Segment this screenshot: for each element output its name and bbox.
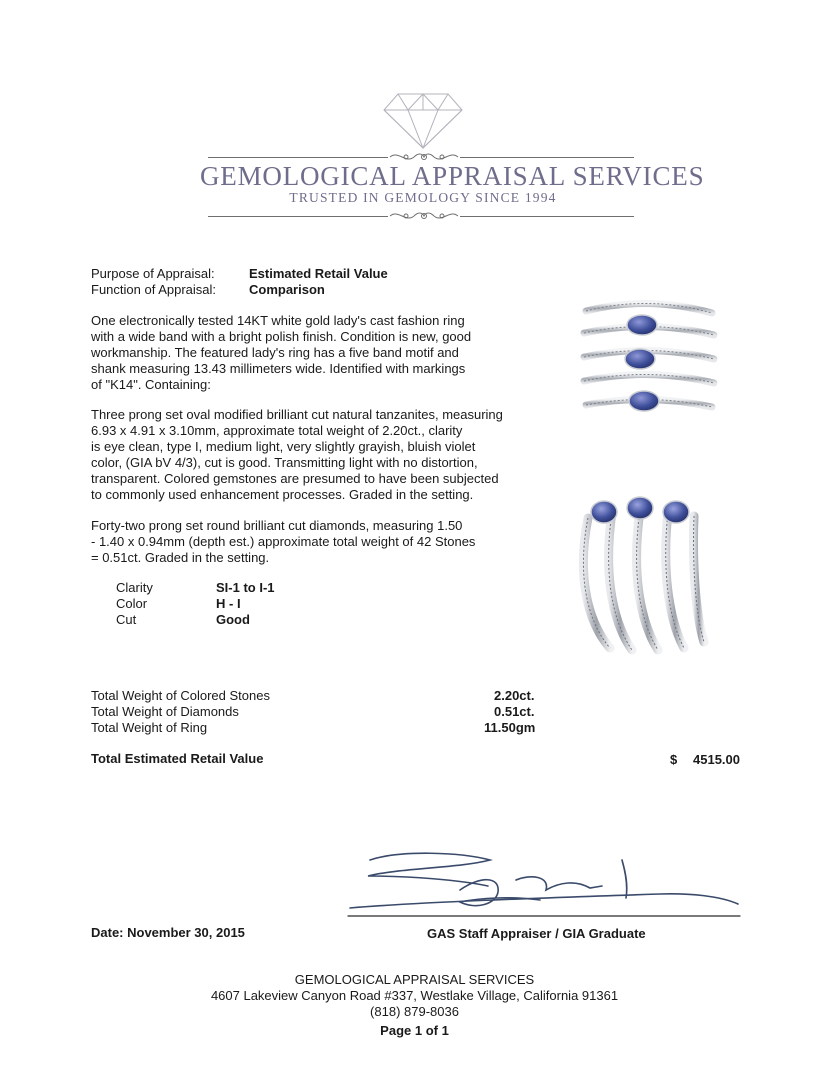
header-rule-top-left	[208, 157, 388, 158]
ring-description-line: shank measuring 13.43 millimeters wide. Identified with markings	[91, 361, 466, 376]
diamond-description-line: = 0.51ct. Graded in the setting.	[91, 550, 270, 565]
ring-description-line: One electronically tested 14KT white gold lady's cast fashion ring	[91, 313, 465, 328]
total-ring-weight-label: Total Weight of Ring	[91, 720, 208, 735]
purpose-value: Estimated Retail Value	[249, 266, 388, 281]
diamond-description	[91, 518, 531, 566]
tanzanite-description-line: to commonly used enhancement processes. Graded in the setting.	[91, 487, 474, 502]
signer-title: GAS Staff Appraiser / GIA Graduate	[427, 926, 646, 941]
total-ring-weight-value: 11.50gm	[484, 720, 536, 735]
page-number: Page 1 of 1	[380, 1023, 449, 1038]
appraiser-signature	[340, 846, 750, 926]
header-flourish-bottom-icon	[388, 207, 460, 225]
header-rule-bottom-left	[208, 216, 388, 217]
tanzanite-description-line: is eye clean, type I, medium light, very slightly grayish, bluish violet	[91, 439, 476, 454]
company-tagline: TRUSTED IN GEMOLOGY SINCE 1994	[289, 190, 557, 205]
header-rule-bottom-right	[460, 216, 634, 217]
purpose-label: Purpose of Appraisal:	[91, 266, 215, 281]
total-diamonds-label: Total Weight of Diamonds	[91, 704, 239, 719]
clarity-value: SI-1 to I-1	[216, 580, 275, 595]
retail-value-label: Total Estimated Retail Value	[91, 751, 264, 766]
tanzanite-description-line: Three prong set oval modified brilliant cut natural tanzanites, measuring	[91, 407, 503, 422]
color-label: Color	[116, 596, 148, 611]
total-colored-stones-label: Total Weight of Colored Stones	[91, 688, 270, 703]
total-diamonds-value: 0.51ct.	[494, 704, 535, 719]
tanzanite-description-line: transparent. Colored gemstones are presumed to have been subjected	[91, 471, 499, 486]
footer-company-name: GEMOLOGICAL APPRAISAL SERVICES	[294, 972, 535, 987]
ring-description-line: workmanship. The featured lady's ring has a five band motif and	[91, 345, 459, 360]
appraisal-date: Date: November 30, 2015	[91, 925, 245, 940]
ring-photo-top-view	[578, 297, 720, 425]
function-label: Function of Appraisal:	[91, 282, 217, 297]
tanzanite-description	[91, 407, 531, 503]
retail-value-amount: 4515.00	[693, 752, 740, 767]
ring-description-line: of "K14". Containing:	[91, 377, 211, 392]
company-name: GEMOLOGICAL APPRAISAL SERVICES	[200, 161, 705, 191]
header-rule-top-right	[460, 157, 634, 158]
footer-phone: (818) 879-8036	[370, 1004, 459, 1019]
footer-address: 4607 Lakeview Canyon Road #337, Westlake Village, California 91361	[210, 988, 619, 1003]
cut-label: Cut	[116, 612, 137, 627]
diamond-description-line: Forty-two prong set round brilliant cut diamonds, measuring 1.50	[91, 518, 463, 533]
diamond-logo-icon	[382, 92, 464, 150]
currency-symbol: $	[670, 752, 678, 767]
function-value: Comparison	[249, 282, 325, 297]
tanzanite-description-line: 6.93 x 4.91 x 3.10mm, approximate total weight of 2.20ct., clarity	[91, 423, 463, 438]
cut-value: Good	[216, 612, 250, 627]
tanzanite-description-line: color, (GIA bV 4/3), cut is good. Transmitting light with no distortion,	[91, 455, 478, 470]
ring-photo-angled-view	[570, 488, 720, 660]
ring-description-line: with a wide band with a bright polish finish. Condition is new, good	[91, 329, 472, 344]
diamond-description-line: - 1.40 x 0.94mm (depth est.) approximate total weight of 42 Stones	[91, 534, 476, 549]
color-value: H - I	[216, 596, 241, 611]
ring-description	[91, 313, 531, 393]
total-colored-stones-value: 2.20ct.	[494, 688, 535, 703]
clarity-label: Clarity	[116, 580, 153, 595]
